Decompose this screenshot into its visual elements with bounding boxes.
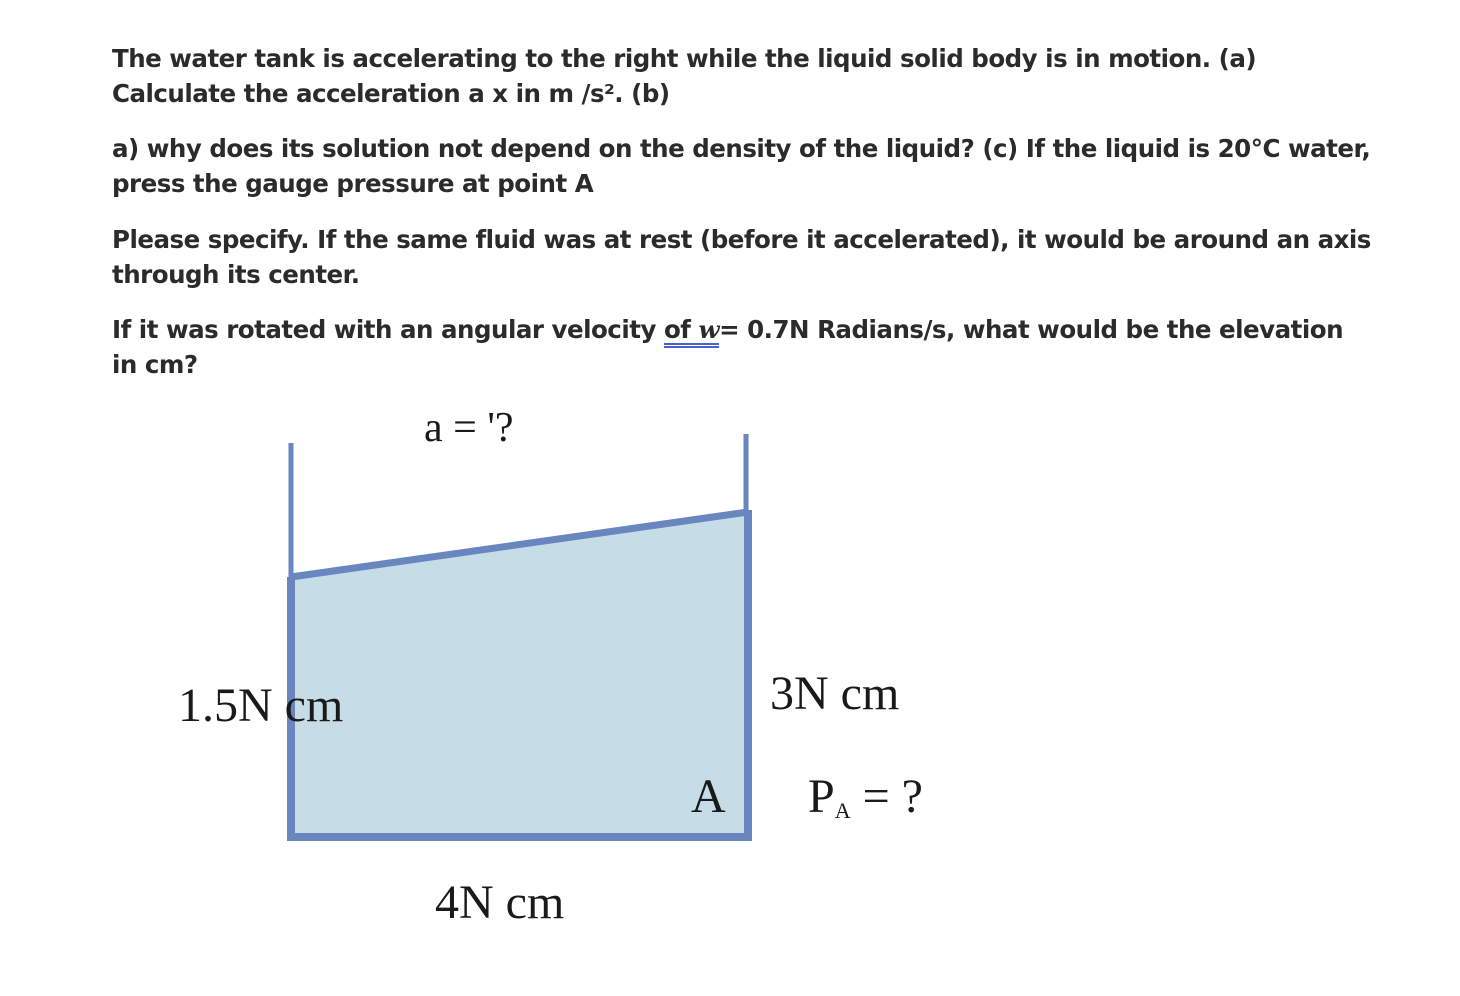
paragraph-4-start: If it was rotated with an angular velocity xyxy=(112,315,664,344)
paragraph-4-end: = 0.7N Radians/s, what would be the elevation in cm? xyxy=(112,315,1344,379)
right-height-label: 3N cm xyxy=(770,667,900,720)
point-a-label: A xyxy=(691,770,726,823)
pressure-equals: = ? xyxy=(850,770,923,823)
pressure-symbol: P xyxy=(808,770,835,823)
problem-paragraph-2: a) why does its solution not depend on the density of the liquid? (c) If the liquid is 20°C water, press the gauge pressure at point A xyxy=(112,134,1371,198)
problem-paragraph-1: The water tank is accelerating to the right while the liquid solid body is in motion. (a) Calculate the acceleration a x in m /s². (b) xyxy=(112,44,1257,108)
acceleration-label: a = '? xyxy=(424,405,514,451)
pressure-subscript: A xyxy=(834,798,851,823)
pressure-label xyxy=(808,770,923,823)
underlined-of-w: of w xyxy=(663,315,720,344)
omega-symbol: w xyxy=(698,315,720,344)
width-label: 4N cm xyxy=(435,876,565,929)
problem-paragraph-3: Please specify. If the same fluid was at rest (before it accelerated), it would be around an axis through its center. xyxy=(112,225,1371,289)
liquid-region xyxy=(291,512,748,838)
left-height-label: 1.5N cm xyxy=(178,679,344,732)
